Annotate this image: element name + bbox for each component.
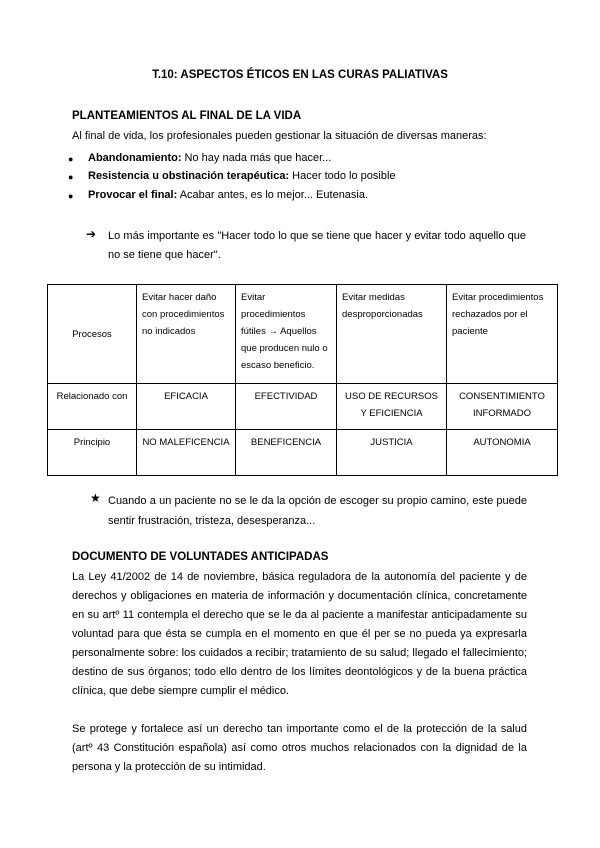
bullet-dot-icon: ● — [68, 191, 74, 201]
table-cell: NO MALEFICENCIA — [137, 430, 236, 476]
page-title: T.10: ASPECTOS ÉTICOS EN LAS CURAS PALIATIVAS — [152, 69, 448, 81]
table-cell: JUSTICIA — [337, 430, 447, 476]
bullet-dot-icon: ● — [68, 154, 74, 164]
bullet-dot-icon: ● — [68, 172, 74, 182]
table-row — [48, 384, 558, 430]
section-heading-planteamientos: PLANTEAMIENTOS AL FINAL DE LA VIDA — [72, 110, 302, 122]
paragraph-proteccion: Se protege y fortalece así un derecho tan importante como el de la protección de la salud (artº 43 Constitución española) así como otros muchos relacionados con la dignidad de la persona y la protección de su intimidad. — [72, 723, 527, 773]
bullet-item — [68, 189, 369, 201]
paragraph-ley: La Ley 41/2002 de 14 de noviembre, básica reguladora de la autonomía del paciente y de derechos y obligaciones en materia de información y documentación clínica, concretamente en su artº 11 contempla el derecho que se le da al paciente a manifestar anticipadamente su voluntad para que ésta se cumpla en el momento en que él per se no pueda ya expresarla personalmente sobre: los cuidados a recibir; tratamiento de su salud; llegado el fallecimiento; destino de sus órganos; todo ello dentro de los límites deontológicos y de la buena práctica clínica, que debe siempre cumplir el médico. — [72, 571, 527, 697]
intro-text: Al final de vida, los profesionales pueden gestionar la situación de diversas maneras: — [72, 130, 487, 142]
table-cell: BENEFICENCIA — [236, 430, 337, 476]
table-cell: Evitar procedimientos rechazados por el paciente — [447, 285, 558, 384]
bullet-text: Acabar antes, es lo mejor... Eutenasia. — [177, 189, 369, 201]
bullet-text: No hay nada más que hacer... — [181, 152, 332, 164]
processes-table — [47, 284, 558, 476]
arrow-note-text: Lo más importante es "Hacer todo lo que se tiene que hacer y evitar todo aquello que no se tiene que hacer". — [108, 230, 526, 261]
table-cell: EFECTIVIDAD — [236, 384, 337, 430]
bullet-text: Hacer todo lo posible — [289, 170, 396, 182]
row-header-principio: Principio — [48, 430, 137, 476]
table-cell: EFICACIA — [137, 384, 236, 430]
bullet-term: Provocar el final: — [88, 189, 178, 201]
table-row — [48, 285, 558, 384]
bullet-term: Resistencia u obstinación terapéutica: — [88, 170, 290, 182]
table-cell: Evitar hacer daño con procedimientos no indicados — [137, 285, 236, 384]
table-cell: Evitar medidas desproporcionadas — [337, 285, 447, 384]
table-cell: Evitar procedimientos fútiles → Aquellos que producen nulo o escaso beneficio. — [236, 285, 337, 384]
row-header-relacionado: Relacionado con — [48, 384, 137, 430]
row-header-procesos: Procesos — [48, 285, 137, 384]
bullet-item — [68, 170, 396, 182]
table-row — [48, 430, 558, 476]
table-cell: USO DE RECURSOS Y EFICIENCIA — [337, 384, 447, 430]
arrow-right-icon: ➔ — [86, 227, 97, 241]
table-cell: CONSENTIMIENTO INFORMADO — [447, 384, 558, 430]
section-heading-documento: DOCUMENTO DE VOLUNTADES ANTICIPADAS — [72, 551, 329, 563]
bullet-term: Abandonamiento: — [88, 152, 182, 164]
star-icon: ★ — [90, 491, 101, 505]
table-cell: AUTONOMIA — [447, 430, 558, 476]
bullet-item — [68, 152, 332, 164]
star-note-text: Cuando a un paciente no se le da la opción de escoger su propio camino, este puede sentir frustración, tristeza, desesperanza... — [108, 495, 527, 527]
